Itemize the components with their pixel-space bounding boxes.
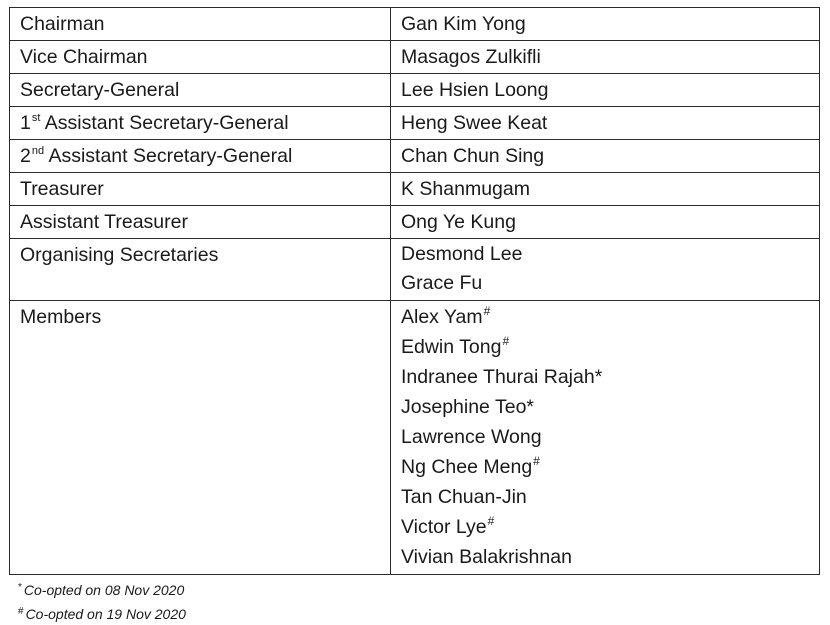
- member-name: Ng Chee Meng: [401, 456, 533, 478]
- role-title-number: 2: [20, 145, 31, 167]
- role-title: Treasurer: [10, 173, 391, 206]
- footnote-text: Co-opted on 19 Nov 2020: [25, 606, 186, 622]
- table-row: [10, 239, 820, 301]
- committee-table: [9, 7, 820, 575]
- role-holder: Masagos Zulkifli: [391, 41, 820, 74]
- member-list: [391, 301, 820, 575]
- role-title: [10, 140, 391, 173]
- footnote-marker: #: [483, 304, 491, 318]
- role-title: Vice Chairman: [10, 41, 391, 74]
- member-name: Tan Chuan-Jin: [401, 486, 527, 508]
- footnote-text: Co-opted on 08 Nov 2020: [23, 582, 185, 598]
- table-row: [10, 173, 820, 206]
- role-title-ordinal: nd: [31, 145, 45, 157]
- role-title-rest: Assistant Secretary-General: [44, 145, 293, 167]
- member-entry: [401, 362, 819, 392]
- footnote-marker: *: [526, 396, 535, 418]
- role-holder: K Shanmugam: [391, 173, 820, 206]
- role-holder: Desmond Lee: [401, 243, 523, 265]
- role-title-number: 1: [20, 112, 31, 134]
- member-entry: [401, 422, 819, 452]
- role-title-ordinal: st: [31, 112, 41, 124]
- footnote-symbol: #: [18, 606, 24, 617]
- footnotes: [18, 577, 186, 625]
- table-row: [10, 107, 820, 140]
- member-entry: [401, 452, 819, 482]
- role-holder: Chan Chun Sing: [391, 140, 820, 173]
- role-holder: Lee Hsien Loong: [391, 74, 820, 107]
- table-row: [10, 8, 820, 41]
- role-title: Chairman: [10, 8, 391, 41]
- member-entry: [401, 542, 819, 572]
- footnote-marker: #: [487, 514, 495, 528]
- footnote: [18, 601, 186, 625]
- role-title: Assistant Treasurer: [10, 206, 391, 239]
- table-row: [10, 140, 820, 173]
- member-name: Josephine Teo: [401, 396, 527, 418]
- footnote-marker: #: [533, 454, 540, 468]
- role-holder: Grace Fu: [401, 272, 483, 294]
- member-name: Vivian Balakrishnan: [401, 546, 572, 568]
- member-entry: [401, 302, 819, 332]
- member-entry: [401, 332, 819, 362]
- role-title: Secretary-General: [10, 74, 391, 107]
- footnote-marker: *: [594, 366, 603, 388]
- table-row: [10, 74, 820, 107]
- member-entry: [401, 482, 819, 512]
- table-row: [10, 206, 820, 239]
- role-holder-list: [391, 239, 820, 301]
- footnote: [18, 577, 186, 601]
- role-title: Members: [10, 301, 391, 575]
- role-holder: Heng Swee Keat: [391, 107, 820, 140]
- member-name: Alex Yam: [401, 306, 483, 328]
- member-entry: [401, 392, 819, 422]
- table-row: [10, 301, 820, 575]
- role-title-rest: Assistant Secretary-General: [40, 112, 289, 134]
- footnote-marker: #: [502, 334, 510, 348]
- member-name: Lawrence Wong: [401, 426, 542, 448]
- footnote-symbol: *: [18, 582, 22, 593]
- role-holder: Gan Kim Yong: [391, 8, 820, 41]
- member-name: Edwin Tong: [401, 336, 502, 358]
- member-name: Victor Lye: [401, 516, 487, 538]
- table-row: [10, 41, 820, 74]
- role-title: Organising Secretaries: [10, 239, 391, 301]
- member-entry: [401, 512, 819, 542]
- role-title: [10, 107, 391, 140]
- role-holder: Ong Ye Kung: [391, 206, 820, 239]
- member-name: Indranee Thurai Rajah: [401, 366, 595, 388]
